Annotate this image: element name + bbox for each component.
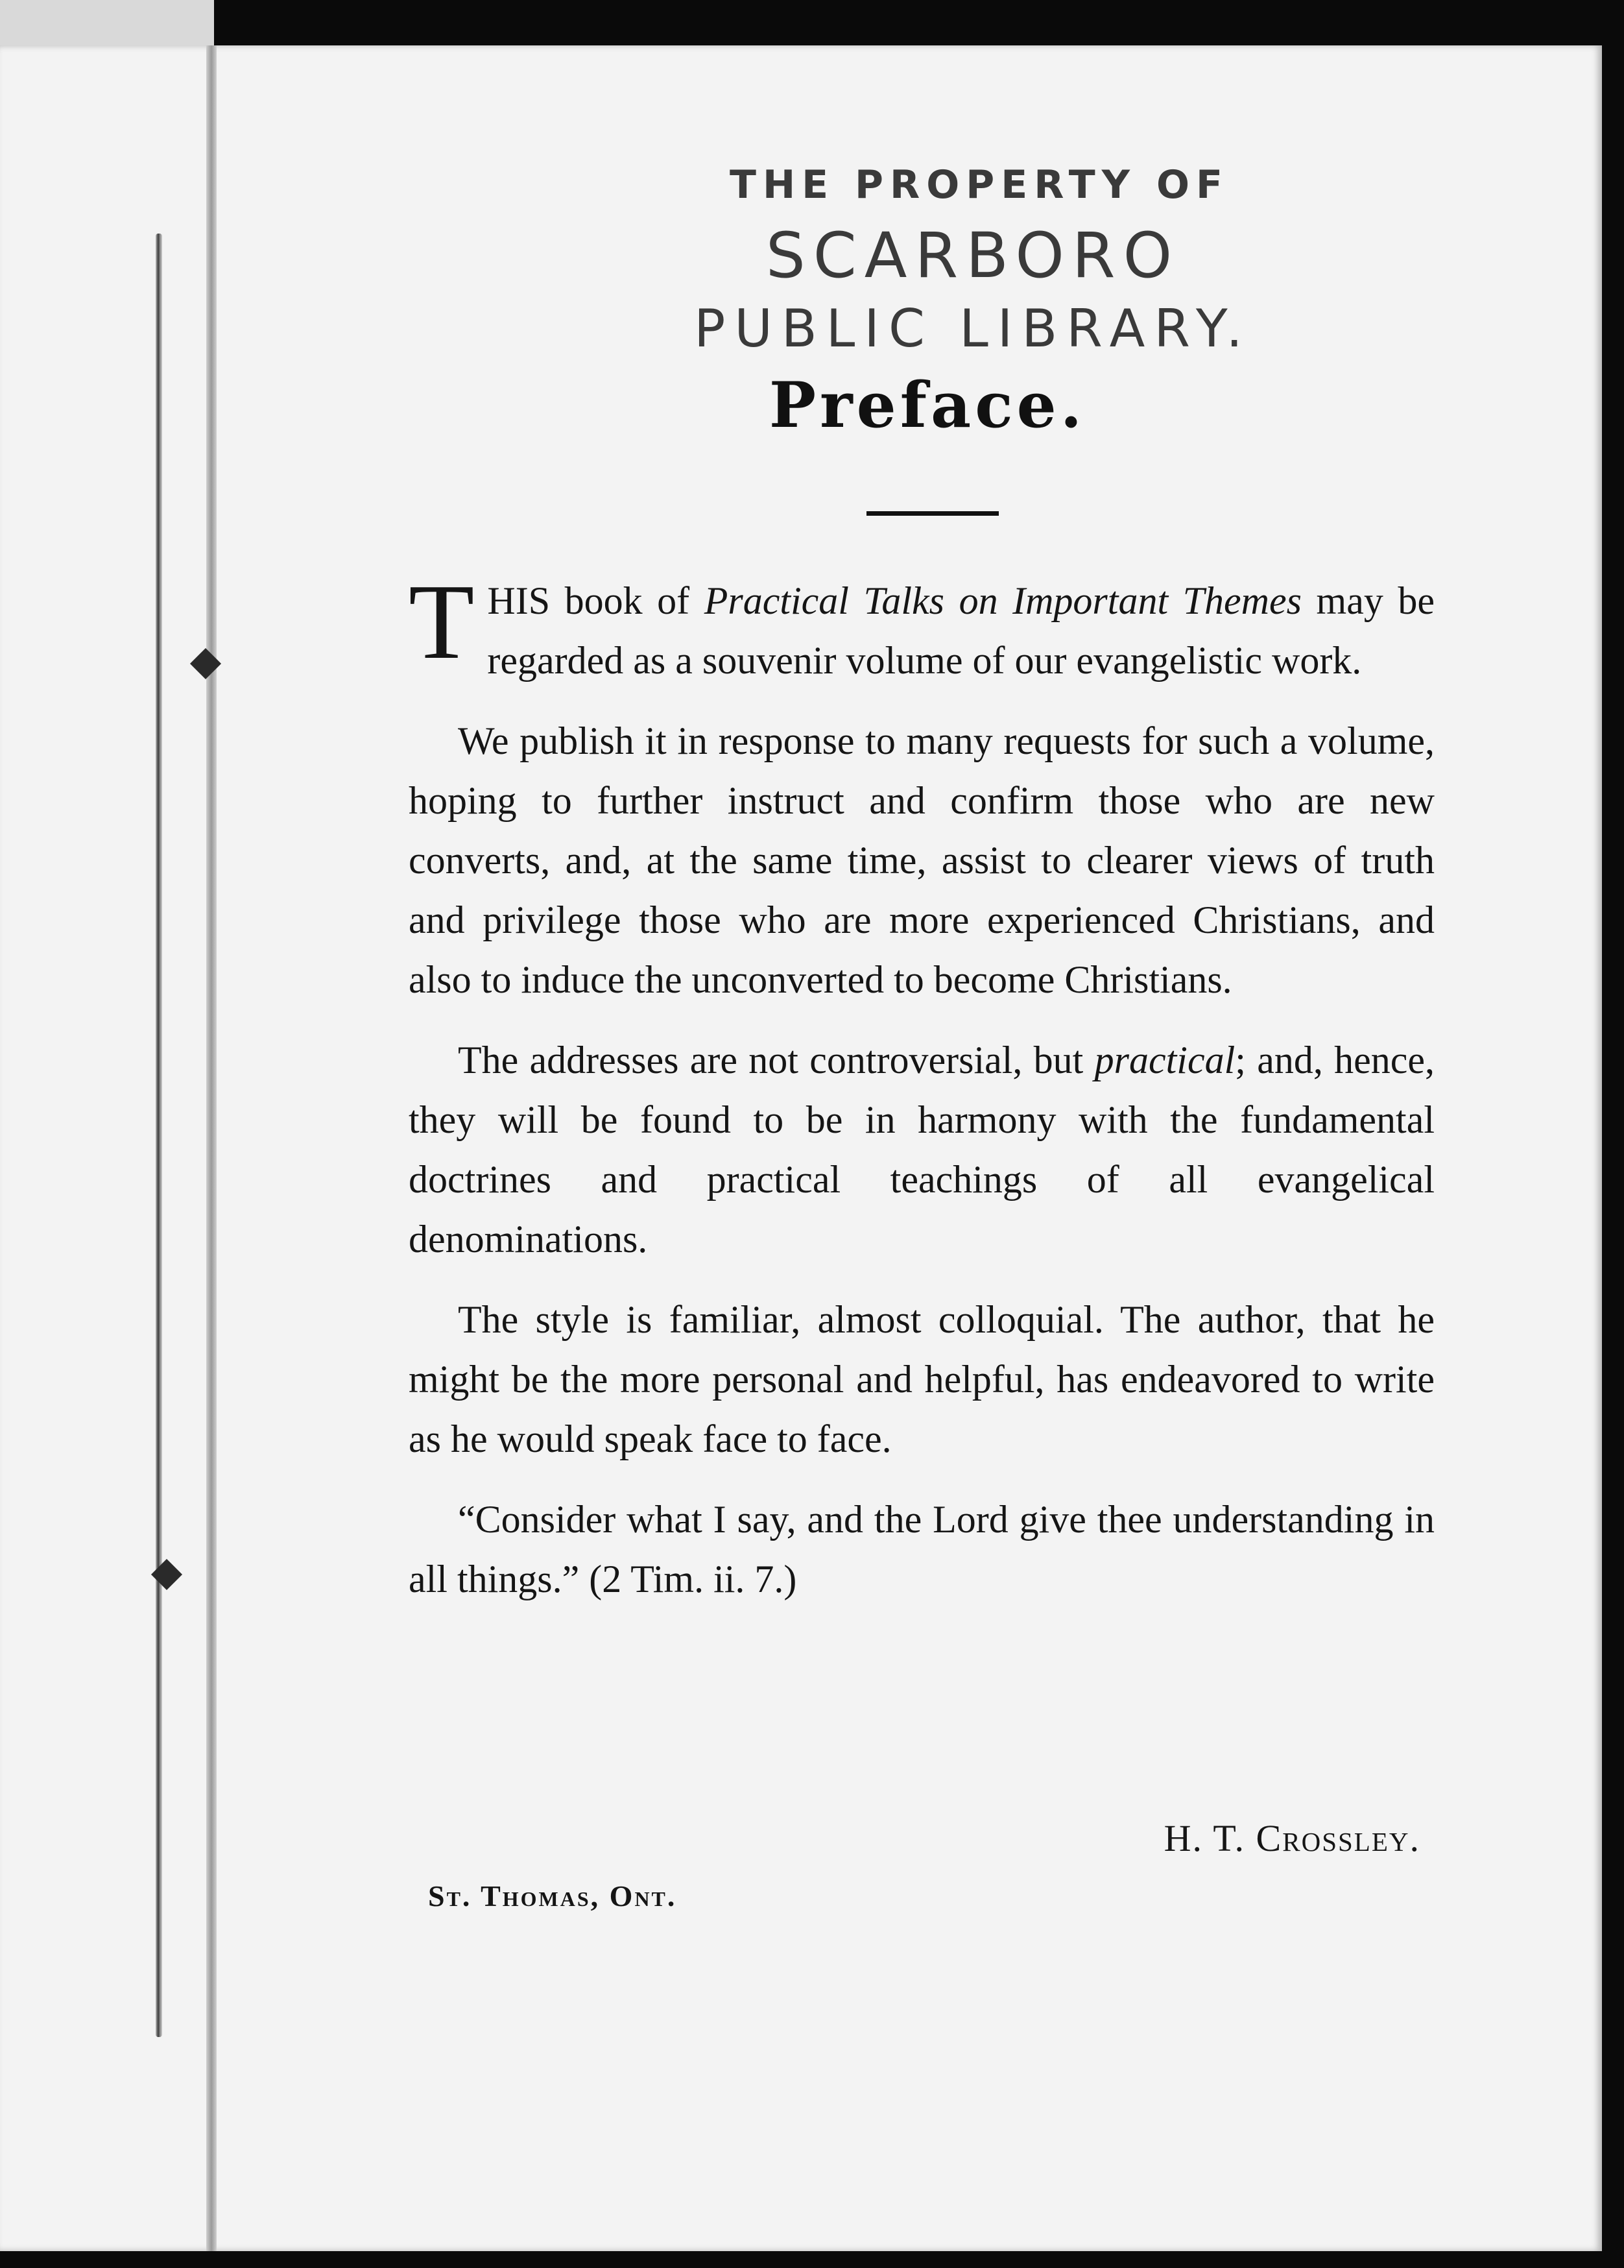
stamp-line-3: PUBLIC LIBRARY. <box>694 298 1252 359</box>
stamp-line-2: SCARBORO <box>765 219 1180 292</box>
paragraph-1-lead: HIS book of <box>487 579 704 622</box>
left-leaf-top <box>0 0 214 52</box>
emphasis-practical: practical <box>1094 1039 1236 1081</box>
paragraph-3 <box>409 1030 1435 1269</box>
drop-cap: T <box>409 562 475 681</box>
paragraph-2: We publish it in response to many requests for such a volume, hoping to further instruct and confirm those who are new converts, and, at the same time, assist to clearer views of truth and privilege those who are more experienced Christians, and also to induce the unconverted to become Christians. <box>409 719 1435 1001</box>
paragraph-1-rest: may be regarded as a souvenir volume of our evangelistic work. <box>487 579 1435 682</box>
binding-gutter <box>206 45 217 2251</box>
library-stamp <box>649 162 1297 359</box>
stamp-line-1: THE PROPERTY OF <box>730 162 1229 208</box>
paragraph-4: The style is familiar, almost colloquial. The author, that he might be the more personal and helpful, has endeavored to write as he would speak face to face. <box>409 1298 1435 1460</box>
paragraph-3-rest: ; and, hence, they will be found to be in harmony with the fundamental doctrines and practical teachings of all evangelical denominations. <box>409 1039 1435 1261</box>
binding-thread <box>156 234 162 2037</box>
page-title: Preface. <box>769 368 1086 442</box>
title-rule <box>866 511 999 516</box>
paragraph-3-lead: The addresses are not controversial, but <box>458 1039 1095 1081</box>
book-title: Practical Talks on Important Themes <box>704 579 1302 622</box>
preface-body <box>409 562 1435 1630</box>
paragraph-1 <box>409 562 1435 690</box>
place-line: St. Thomas, Ont. <box>428 1879 677 1912</box>
scan-right-border <box>1602 45 1624 2268</box>
scripture-quote: “Consider what I say, and the Lord give thee understanding in all things.” (2 Tim. ii. 7.) <box>409 1498 1435 1600</box>
author-signature: H. T. Crossley. <box>1164 1817 1420 1859</box>
